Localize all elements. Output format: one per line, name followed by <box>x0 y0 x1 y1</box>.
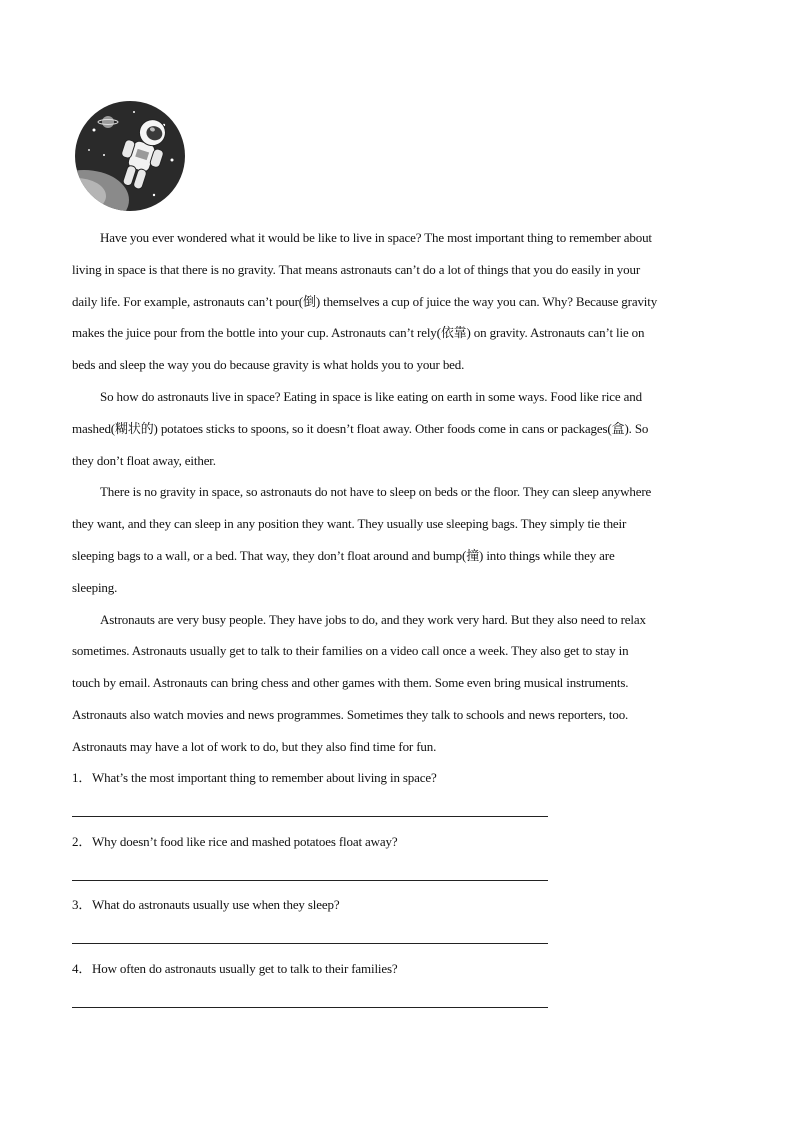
question-text <box>72 955 722 983</box>
passage-line: Astronauts may have a lot of work to do, but they also find time for fun. <box>72 738 437 754</box>
passage-line: touch by email. Astronauts can bring chess and other games with them. Some even bring musical instruments. <box>72 675 629 691</box>
passage-line: So how do astronauts live in space? Eating in space is like eating on earth in some ways. Food like rice and <box>100 388 642 404</box>
question-2 <box>72 828 722 892</box>
passage-line: sleeping bags to a wall, or a bed. That way, they don’t float around and bump(撞) into things while they are <box>72 547 615 563</box>
question-4 <box>72 955 722 1019</box>
paragraph-2 <box>72 381 722 476</box>
question-number: 4． <box>72 960 92 976</box>
answer-line[interactable] <box>72 943 548 944</box>
passage-line: living in space is that there is no gravity. That means astronauts can’t do a lot of things that you do easily in your <box>72 261 641 277</box>
passage-line: beds and sleep the way you do because gravity is what holds you to your bed. <box>72 357 465 373</box>
question-number: 1． <box>72 770 92 785</box>
question-prompt: What’s the most important thing to remember about living in space? <box>92 770 437 785</box>
passage-line: Astronauts are very busy people. They have jobs to do, and they work very hard. But they also need to relax <box>100 611 646 627</box>
astronaut-in-space-icon <box>74 100 186 212</box>
paragraph-1 <box>72 222 722 381</box>
question-number: 2． <box>72 833 92 849</box>
question-text <box>72 828 722 856</box>
passage-line: they want, and they can sleep in any position they want. They usually use sleeping bags. They simply tie their <box>72 516 627 532</box>
passage-line: they don’t float away, either. <box>72 452 216 468</box>
answer-line[interactable] <box>72 1007 548 1008</box>
question-text <box>72 891 722 919</box>
question-prompt: Why doesn’t food like rice and mashed potatoes float away? <box>92 833 398 849</box>
question-prompt: How often do astronauts usually get to talk to their families? <box>92 960 398 976</box>
passage-line: mashed(糊状的) potatoes sticks to spoons, so it doesn’t float away. Other foods come in cans or packages(盒). So <box>72 420 649 436</box>
paragraph-4 <box>72 604 722 763</box>
passage-line: Have you ever wondered what it would be like to live in space? The most important thing to remember about <box>100 230 652 245</box>
passage-line: There is no gravity in space, so astronauts do not have to sleep on beds or the floor. They can sleep anywhere <box>100 484 652 500</box>
passage-line: Astronauts also watch movies and news programmes. Sometimes they talk to schools and news reporters, too. <box>72 706 629 722</box>
question-1 <box>72 764 722 828</box>
question-list <box>72 764 722 1018</box>
paragraph-3 <box>72 476 722 603</box>
question-text <box>72 764 722 792</box>
passage-line: makes the juice pour from the bottle into your cup. Astronauts can’t rely(依靠) on gravity. Astronauts can’t lie on <box>72 325 645 341</box>
reading-passage <box>72 222 722 763</box>
answer-line[interactable] <box>72 880 548 881</box>
answer-line[interactable] <box>72 816 548 817</box>
passage-line: daily life. For example, astronauts can’t pour(倒) themselves a cup of juice the way you can. Why? Because gravity <box>72 293 658 309</box>
passage-line: sometimes. Astronauts usually get to talk to their families on a video call once a week. They also get to stay in <box>72 643 629 659</box>
question-number: 3． <box>72 897 92 913</box>
passage-line: sleeping. <box>72 579 118 595</box>
question-prompt: What do astronauts usually use when they sleep? <box>92 897 340 913</box>
question-3 <box>72 891 722 955</box>
